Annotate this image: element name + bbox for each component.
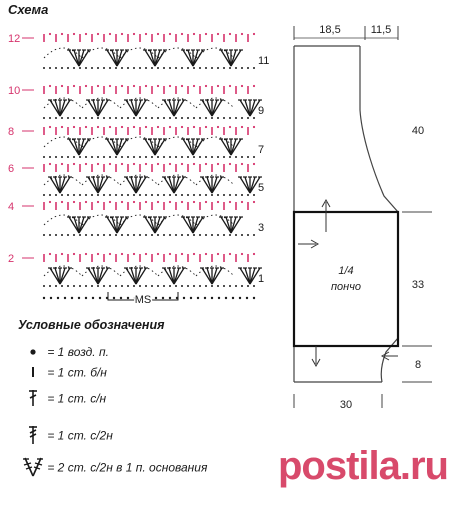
- height-bottom-label: 8: [414, 359, 422, 371]
- arrow-up-icon: [322, 200, 330, 232]
- legend-item-text: = 1 ст. б/н: [47, 365, 107, 380]
- bottom-width-label: 30: [339, 399, 353, 411]
- legend-item-text: = 1 ст. с/2н: [47, 428, 113, 443]
- schematic-outline-right: [360, 46, 398, 382]
- row-number-left: 12: [8, 33, 21, 45]
- double-treble-cluster-icon: [22, 456, 44, 481]
- height-middle-label: 33: [411, 279, 425, 291]
- top-width-left-label: 18,5: [319, 24, 341, 36]
- watermark-logo: postila.ru: [277, 444, 448, 488]
- quarter-panel: [294, 212, 398, 346]
- chart-title: Схема: [8, 2, 49, 17]
- row-number-left: 4: [8, 201, 15, 213]
- legend-item-treble-crochet: [22, 424, 113, 449]
- legend-item-text: = 1 ст. с/н: [47, 391, 107, 406]
- row-number-left: 2: [8, 253, 15, 265]
- top-width-right-label: 11,5: [370, 24, 392, 36]
- row-number-right: 11: [258, 55, 270, 67]
- arrow-down-icon: [312, 346, 320, 366]
- row-number-left: 8: [8, 126, 15, 138]
- arrow-left-icon: [382, 352, 398, 360]
- arrow-right-icon: [298, 240, 318, 248]
- legend-item-text: = 2 ст. с/2н в 1 п. основания: [47, 460, 208, 475]
- height-top-label: 40: [411, 125, 425, 137]
- legend-item-cluster: [22, 456, 207, 481]
- repeat-label: MS: [134, 294, 152, 306]
- treble-crochet-icon: [22, 424, 44, 449]
- row-number-left: 6: [8, 163, 15, 175]
- row-number-right: 3: [258, 222, 265, 234]
- row-number-left: 10: [8, 85, 21, 97]
- legend-item-text: = 1 возд. п.: [47, 345, 109, 359]
- row-number-right: 7: [258, 144, 265, 156]
- row-number-right: 5: [258, 182, 265, 194]
- legend-title: Условные обозначения: [18, 318, 165, 332]
- row-number-right: 1: [258, 273, 265, 285]
- panel-name-label: пончо: [330, 281, 362, 293]
- row-number-right: 9: [258, 105, 265, 117]
- panel-fraction-label: 1/4: [338, 265, 354, 277]
